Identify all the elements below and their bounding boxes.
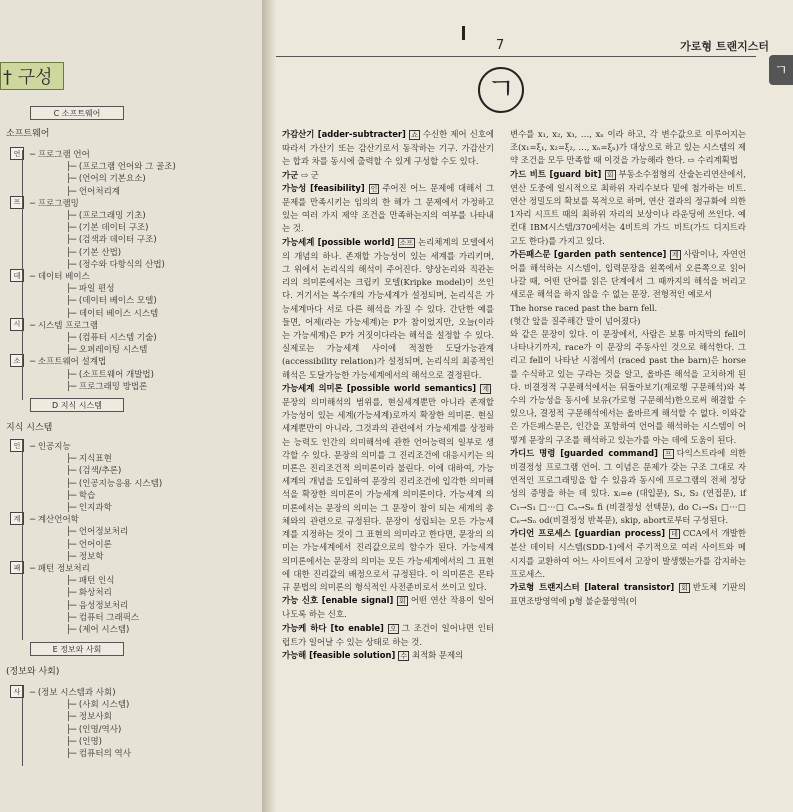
dictionary-entry <box>510 128 746 168</box>
toc-entry: ├─ 음성정보처리 <box>66 600 129 611</box>
toc-entry: ├─ (기본 데이터 구조) <box>66 223 149 234</box>
toc-entry: ├─ 데이터 베이스 시스템 <box>66 308 159 319</box>
entry-headword: 가든패스문 [garden path sentence] <box>510 248 670 259</box>
dictionary-entry <box>510 527 746 581</box>
dictionary-column-1 <box>282 128 494 663</box>
page-number: 7 <box>496 38 505 53</box>
toc-entry: ├─ 정보사회 <box>66 712 112 723</box>
entry-headword: 가능해 [feasible solution] <box>282 649 399 660</box>
toc-category-mark: 언 <box>10 147 24 160</box>
toc-entry: ├─ (제어 시스템) <box>66 625 130 635</box>
dictionary-entry <box>510 168 746 248</box>
entry-definition: 논리체계의 모델에서의 개념의 하나. 존재할 가능성이 있는 세계를 가리키며, 그 위에서 논리식의 해석이 주어진다. 양상논리와 직관논리의 의미론에서는 크립키 모델(Kripke model)이 쓰인다. 거기서는 복수개의 가능세계가 설정되며, 논리식은 가능세계마다 서로 다른 해석을 가질 수 있다. 간단한 예를 들면, 어제(라는 가능세계)는 P가 참이었지만, 오늘(이라는 가능세계)은 P가 거짓이다라는 해석을 설정할 수 있다. 실제로는 가능세계 사이에 적절한 도달가능관계(accessibility relation)가 설정되며, 논리식의 최종적인 해석은 도달가능한 가능세계에서의 해석으로 결정된다. <box>282 236 494 380</box>
toc-category-mark: 데 <box>10 269 24 282</box>
entry-headword: 가능세계 [possible world] <box>282 236 398 247</box>
toc-entry: ├─ (언어의 기본요소) <box>66 174 146 185</box>
toc-entry: ─ (정보 시스템과 사회) <box>30 688 116 698</box>
left-page-title: † 구성 <box>0 62 64 90</box>
entry-field-tag: 회 <box>681 583 688 592</box>
toc-entry: ├─ 컴퓨터 그래픽스 <box>66 612 140 623</box>
toc-entry: ─ 계산언어학 <box>30 515 79 526</box>
section-d-heading: 지식 시스템 <box>6 423 53 433</box>
running-title: 가로형 트랜지스터 <box>680 40 769 53</box>
toc-entry: ─ 소프트웨어 설계법 <box>30 357 107 368</box>
entry-definition: 문장의 의미해석의 범위를, 현실세계뿐만 아니라 존재할 가능성이 있는 세계(가능세계)로까지 확장한 의미론. 현실세계뿐만이 아니라, 그것과의 관련에서 가능세계를 상정하는 능력도 인간의 의미해석에 관한 언어능력의 일부로 생각할 수 있다. 문장의 의미를 그 진리조건에 대응시키는 의미론은 진리조건적 의미론이라 불린다. 이에 대하여, 가능세계의 개념을 도입하여 문장의 진리조건에 입각한 의미해석을 확장한 의미론이 가능세계 의미론이다. 가능세계 의미론에서는 문장의 의미는 그 문장이 참이 되는 세계의 총체와의 관련으로 규정된다. 문장이 성립되는 모든 가능세계를 지정하는 것이 그 표현의 의미라고 한다면, 문장의 의미는 가능세계에서 진리값으로의 함수가 된다. 가능세계 의미론에서는 문장의 의미는 모든 가능세계에서의 그 표현에 대한 진리값의 배정으로서 규정된다. 이 의미론은 몬타규 문법의 의미론의 형식적인 사전준비로서 쓰이고 있다. <box>282 397 494 592</box>
toc-category-mark: 소 <box>10 354 24 367</box>
section-e-heading: (정보와 사회) <box>6 667 60 677</box>
entry-headword: 가디드 명령 [guarded command] <box>510 447 663 458</box>
entry-definition: 어떤 연산 작용이 일어나도록 하는 신호. <box>282 595 494 620</box>
section-d-box: D 지식 시스템 <box>30 398 124 412</box>
toc-entry: ├─ 프로그래밍 방법론 <box>66 381 148 392</box>
toc-entry: ─ 인공지능 <box>30 442 71 452</box>
entry-definition: 사람이나, 자연언어를 해석하는 시스템이, 입력문장을 왼쪽에서 오른쪽으로 읽어 나갈 때, 어떤 단어를 읽은 단계에서 그 때까지의 해석을 버리고 새로운 해석을 하지 않을 수 없는 문장. 전형적인 예로서 The horse raced past the barn fell. (헛간 앞을 질주해간 말이 넘어졌다) 와 같은 문장이 있다. 이 문장에서, 사람은 보통 마지막의 fell이 나타나기까지, race가 이 문장의 주동사인 것으로 해석한다. 그리고 fell이 나타난 시점에서 (raced past the barn)은 horse를 수식하고 있는 구라는 것을 알고, 올바른 해석을 고치하게 된다. 비결정적 구문해석에서는 뒤돌아보기(재로행 구문해석)와 복수의 가능성을 동시에 보유(가로형 구문해석)한으로써 해결할 수 있으나, 결정적 구문해석에서는 올바르게 해석할 수 없다. 이와같은 가든패스문은, 인간을 포함하여 언어를 해석하는 시스템이 어떻게 문장의 구조를 해석하고 있는가를 아는 데에 도움이 된다. <box>510 248 746 445</box>
toc-entry: ├─ 오퍼레이팅 시스템 <box>66 345 148 356</box>
toc-entry: ─ 프로그램밍 <box>30 198 79 209</box>
entry-definition: 반도체 기판의 표면조방영역에 p형 불순물영역(이 <box>510 581 746 607</box>
toc-entry: ├─ (프로그래밍 기초) <box>66 211 146 221</box>
toc-entry: ├─ 언어정보처리 <box>66 527 129 538</box>
entry-headword: 가로형 트랜지스터 [lateral transistor] <box>510 581 680 592</box>
entry-field-tag: 계 <box>482 384 489 393</box>
entry-definition: 최적화 문제의 <box>411 649 464 660</box>
dictionary-entry <box>282 169 494 182</box>
toc-entry: ├─ (컴퓨터 시스템 기술) <box>66 333 157 343</box>
dictionary-entry <box>282 182 494 236</box>
toc-entry: ─ 시스템 프로그램 <box>30 320 98 331</box>
entry-definition: CCA에서 개발한 분산 데이터 시스템(SDD-1)에서 주기적으로 여러 사이트와 메시지를 교환하여 어느 사이트에서 고장이 발생했는가를 감지하는 프로세스. <box>510 528 746 579</box>
dictionary-entry <box>510 581 746 608</box>
toc-entry: ├─ (인명) <box>66 736 102 747</box>
left-page-contents <box>0 0 263 812</box>
toc-entry: ├─ (검색/추론) <box>66 466 122 477</box>
entry-field-tag: 회 <box>606 170 614 179</box>
entry-field-tag: 오 <box>389 624 397 633</box>
thumb-index-tab: ㄱ <box>769 55 793 85</box>
tree-connector-line <box>22 686 23 766</box>
entry-field-tag: 인 <box>370 184 378 193</box>
toc-category-mark: 사 <box>10 685 24 698</box>
toc-category-mark: 프 <box>10 196 24 209</box>
header-rule <box>276 56 756 57</box>
dictionary-entry <box>282 622 494 649</box>
entry-definition: 주어진 어느 문제에 대해서 그 문제를 만족시키는 임의의 한 해가 그 문제에서 가정하고 있는 여러 가지 제약 조건을 만족하는지의 여부를 나타내는 것. <box>282 182 494 234</box>
dictionary-column-2 <box>510 128 746 608</box>
book-spine <box>262 0 276 812</box>
toc-category-mark: 계 <box>10 512 24 525</box>
entry-definition: 부동소수점형의 산술논리연산에서, 연산 도중에 일시적으로 최하위 자리수보다 밑에 첨가하는 비트. 연산 정밀도의 확보를 목적으로 하며, 연산 결과의 정규화에 의한 1자리 시프트 때의 최하위 자리의 보상이나 라운딩에 쓰인다. 예컨대 IBM시스템/370에서는 4비트의 가드 비트(가드 디지트라고도 한다)를 가지고 있다. <box>510 168 746 246</box>
toc-entry: ├─ 화상처리 <box>66 588 112 599</box>
toc-entry: ├─ 정보학 <box>66 551 104 562</box>
toc-entry: ├─ 컴퓨터의 역사 <box>66 749 131 759</box>
toc-category-mark: 패 <box>10 561 24 574</box>
entry-definition: 변수를 x₁, x₂, x₃, …, xₙ 이라 하고, 각 변수값으로 이루어지는 조(x₁=ξ₁, x₂=ξ₂, …, xₙ=ξₙ)가 대상으로 하고 있는 시스템의 제약 조건을 모두 만족할 때 이것을 가능해라 한다. ⇨ 수리계획법 <box>510 129 746 166</box>
toc-entry: ├─ (데이터 베이스 모델) <box>66 296 157 307</box>
page-header <box>276 38 793 58</box>
toc-entry: ├─ (사회 시스템) <box>66 700 130 711</box>
section-c-box: C 소프트웨어 <box>30 106 124 120</box>
entry-headword: 가능 신호 [enable signal] <box>282 595 398 606</box>
dictionary-entry <box>282 236 494 382</box>
dictionary-entry <box>282 649 494 663</box>
toc-entry: ├─ (정수와 다항식의 산법) <box>66 259 165 270</box>
toc-entry: ─ 패턴 정보처리 <box>30 564 90 574</box>
entry-definition: 수신한 제어 신호에 따라서 가산기 또는 감산기로서 동작하는 기구. 가감산기는 합과 차를 동시에 출력할 수 있게 구성할 수도 있다. <box>282 129 494 167</box>
toc-entry: ├─ (인명/역사) <box>66 724 122 735</box>
section-letter-badge: ㄱ <box>478 67 524 113</box>
toc-entry: ├─ 언어처리계 <box>66 186 120 197</box>
entry-field-tag: 쇼 <box>411 131 418 139</box>
entry-field-tag: 소프 <box>399 238 414 247</box>
toc-entry: ─ 데이터 베이스 <box>30 272 90 282</box>
dictionary-entry <box>282 594 494 621</box>
tree-connector-line <box>22 150 23 400</box>
dictionary-entry <box>282 128 494 169</box>
toc-entry: ├─ 파일 편성 <box>66 284 115 295</box>
toc-entry: ├─ (소프트웨어 개발법) <box>66 369 154 380</box>
toc-entry: ├─ 인지과학 <box>66 503 112 513</box>
entry-headword: 가능세계 의미론 [possible world semantics] <box>282 382 481 393</box>
entry-headword: 가능케 하다 [to enable] <box>282 622 388 633</box>
entry-definition: 다익스트라에 의한 비결정성 프로그램 언어. 그 이념은 문제가 갖는 구조 그대로 자연적인 프로그래밍을 할 수 있음과 동시에 프로그램의 전체 정당성의 증명을 하는 데 있다. xᵢ=e (대입문), S₁, S₂ (연접문), if C₁→S₁ □···□ Cₙ→Sₙ fi (비결정성 선택문), do C₁→S₁ □···□ Cₙ→Sₙ od(비결정성 반복문), skip, abort로부터 구성된다. <box>510 447 746 525</box>
toc-entry: ├─ (프로그램 언어와 그 골조) <box>66 162 176 173</box>
entry-headword: 가드 비트 [guard bit] <box>510 168 605 179</box>
toc-entry: ├─ 지식표현 <box>66 454 112 465</box>
section-e-box: E 정보와 사회 <box>30 642 124 656</box>
entry-headword: 가디언 프로세스 [guardian process] <box>510 528 670 539</box>
entry-headword: 가군 <box>282 169 302 180</box>
toc-entry: ├─ (인공지능응용 시스템) <box>66 478 163 489</box>
entry-field-tag: 계 <box>671 250 679 259</box>
dictionary-entry <box>510 447 746 527</box>
entry-headword: 가감산기 [adder-subtracter] <box>282 129 410 139</box>
entry-field-tag: 데 <box>671 530 678 539</box>
toc-entry: ├─ 언어이론 <box>66 539 112 550</box>
entry-definition: ⇨ 군 <box>301 169 319 180</box>
entry-definition: 그 조건이 일어나면 인터럽트가 일어날 수 있는 상태로 하는 것. <box>282 622 494 647</box>
entry-headword: 가능성 [feasibility] <box>282 182 369 193</box>
dictionary-entry <box>282 382 494 594</box>
toc-entry: ├─ (검색과 데이터 구조) <box>66 235 157 246</box>
toc-entry: ├─ (기본 산법) <box>66 247 122 258</box>
entry-field-tag: 프 <box>664 449 672 458</box>
toc-category-mark: 시 <box>10 318 24 331</box>
toc-entry: ├─ 학습 <box>66 490 96 501</box>
entry-field-tag: 회 <box>399 597 406 606</box>
entry-field-tag: 수 <box>400 651 407 660</box>
tree-connector-line <box>22 440 23 640</box>
toc-entry: ─ 프로그램 언어 <box>30 150 90 160</box>
section-c-heading: 소프트웨어 <box>6 129 50 139</box>
dictionary-entry <box>510 248 746 447</box>
toc-entry: ├─ 패턴 인식 <box>66 576 115 587</box>
toc-category-mark: 인 <box>10 439 24 452</box>
